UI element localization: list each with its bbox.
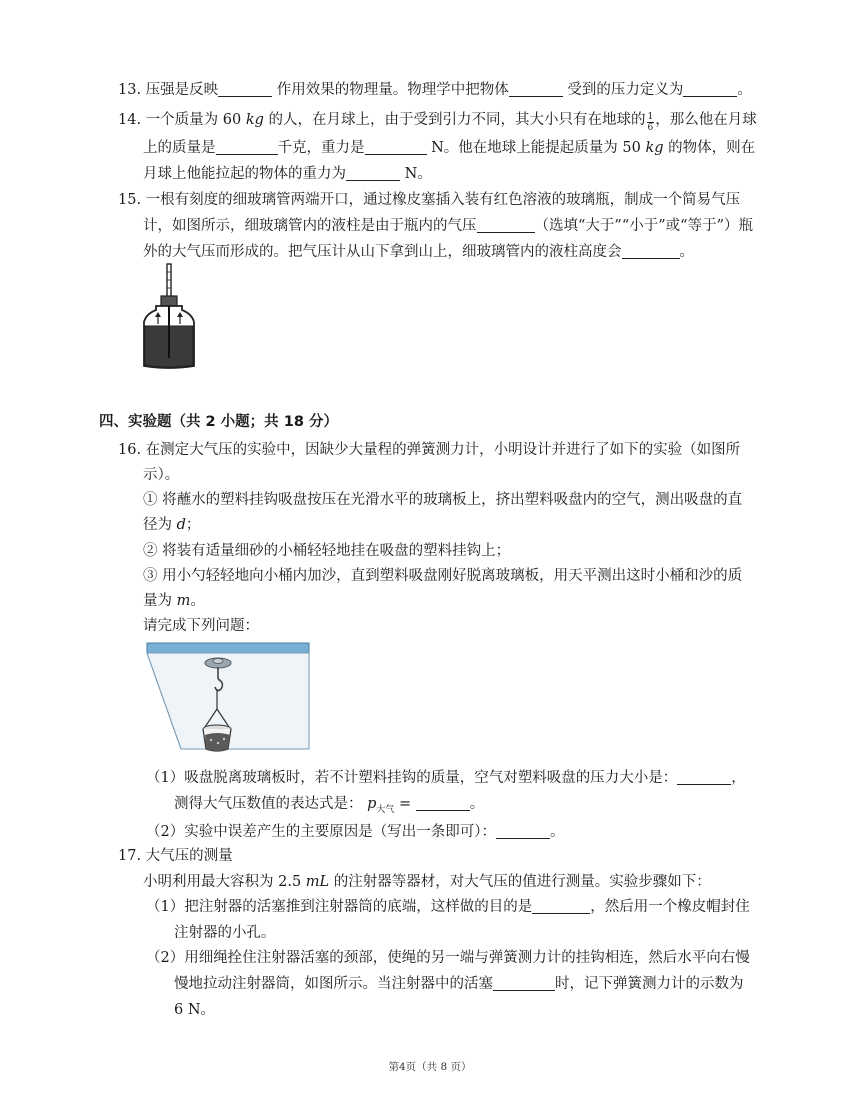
question-text: 小明利用最大容积为 2.5 (143, 874, 302, 890)
q17-part-2-line-1: （2）用细绳拴住注射器活塞的颈部，使绳的另一端与弹簧测力计的挂钩相连，然后水平向右慢 (146, 950, 750, 966)
question-number: 14. (118, 112, 142, 128)
q17-part-1-line-1 (146, 897, 750, 917)
question-text: ，那么他在月球 (655, 112, 757, 128)
barometer-figure (140, 262, 198, 370)
step-3-line-2 (143, 591, 205, 611)
subscript: 大气 (376, 804, 395, 815)
question-text: 受到的压力定义为 (567, 82, 684, 98)
answer-blank[interactable] (493, 976, 555, 991)
page-footer: 第4页（共 8 页） (388, 1061, 472, 1073)
question-text: （2）实验中误差产生的主要原因是（写出一条即可）： (146, 824, 496, 840)
answer-blank[interactable] (216, 140, 278, 155)
question-14-line-3 (143, 164, 432, 184)
question-text: 时，记下弹簧测力计的示数为 (555, 976, 744, 992)
punctuation: 。 (549, 824, 565, 840)
suction-cup-figure (145, 641, 311, 757)
punctuation: ， (731, 770, 746, 786)
instruction-text: 请完成下列问题： (143, 618, 259, 634)
question-text: N。 (404, 166, 432, 182)
question-15-line-1 (118, 190, 740, 210)
question-text: 的人，在月球上，由于受到引力不同，其大小只有在地球的 (268, 112, 646, 128)
answer-blank[interactable] (509, 82, 563, 97)
question-15-line-2 (143, 216, 753, 236)
question-text: 大气压的测量 (145, 848, 233, 864)
step-1-line-1: ① 将蘸水的塑料挂钩吸盘按压在光滑水平的玻璃板上，挤出塑料吸盘内的空气，测出吸盘的直 (143, 492, 743, 508)
question-16-line-1 (118, 440, 740, 460)
punctuation: 。 (737, 82, 752, 98)
punctuation: 。 (190, 593, 205, 609)
question-14-line-2 (143, 138, 755, 158)
section-heading: 四、实验题（共 2 小题；共 18 分） (99, 414, 338, 430)
question-17-title (118, 846, 233, 866)
question-15-line-3 (143, 242, 694, 262)
variable-m: m (176, 593, 191, 609)
equals-sign: = (399, 796, 412, 812)
question-text: 慢地拉动注射器筒，如图所示。当注射器中的活塞 (174, 976, 493, 992)
question-text: 一根有刻度的细玻璃管两端开口，通过橡皮塞插入装有红色溶液的玻璃瓶，制成一个简易气压 (145, 192, 741, 208)
question-text: 外的大气压而形成的。把气压计从山下拿到山上，细玻璃管内的液柱高度会 (143, 244, 622, 260)
question-text: 的物体，则在 (668, 140, 756, 156)
answer-blank[interactable] (477, 218, 535, 233)
question-number: 13. (118, 82, 142, 98)
question-text: 计，如图所示，细玻璃管内的液柱是由于瓶内的气压 (143, 218, 477, 234)
q16-part-2 (146, 822, 564, 842)
answer-blank[interactable] (532, 899, 590, 914)
question-text: 量为 (143, 593, 172, 609)
answer-blank[interactable] (677, 770, 731, 785)
question-text: 在测定大气压的实验中，因缺少大量程的弹簧测力计，小明设计并进行了如下的实验（如图所 (145, 442, 741, 458)
question-13 (118, 80, 752, 100)
step-3-line-1: ③ 用小勺轻轻地向小桶内加沙，直到塑料吸盘刚好脱离玻璃板，用天平测出这时小桶和沙的质 (143, 568, 743, 584)
question-text: ，然后用一个橡皮帽封住 (590, 899, 750, 915)
punctuation: ； (185, 517, 201, 533)
question-text: （1）吸盘脱离玻璃板时，若不计塑料挂钩的质量，空气对塑料吸盘的压力大小是： (146, 770, 678, 786)
answer-blank[interactable] (622, 244, 680, 259)
answer-blank[interactable] (416, 796, 470, 811)
question-16-line-2: 示）。 (143, 467, 180, 483)
question-text: 。 (679, 244, 694, 260)
rubber-stopper (161, 296, 177, 306)
variable-p: p (367, 796, 377, 812)
variable-d: d (176, 517, 186, 533)
unit-ml: mL (305, 874, 330, 890)
question-text: （1）把注射器的活塞推到注射器筒的底端，这样做的目的是 (146, 899, 533, 915)
question-text: 一个质量为 60 (145, 112, 242, 128)
q17-part-2-line-3: 6 N。 (174, 1002, 216, 1018)
question-17-intro (143, 872, 711, 892)
fraction-numerator: 1 (647, 112, 654, 122)
unit-kg: kg (645, 140, 664, 156)
punctuation: 。 (469, 796, 485, 812)
answer-blank[interactable] (365, 140, 427, 155)
question-text: 压强是反映 (145, 82, 219, 98)
question-text: 月球上他能拉起的物体的重力为 (143, 166, 346, 182)
q16-part-1-line-2 (174, 794, 484, 820)
fraction-one-sixth (647, 112, 655, 133)
answer-blank[interactable] (496, 824, 550, 839)
q16-part-1-line-1 (146, 768, 746, 788)
question-number: 15. (118, 192, 142, 208)
answer-blank[interactable] (683, 82, 737, 97)
question-text: 上的质量是 (143, 140, 216, 156)
step-1-line-2 (143, 515, 200, 535)
answer-blank[interactable] (346, 166, 400, 181)
answer-blank[interactable] (218, 82, 272, 97)
question-text: 作用效果的物理量。物理学中把物体 (276, 82, 509, 98)
glass-plate-edge (147, 643, 309, 653)
step-2: ② 将装有适量细砂的小桶轻轻地挂在吸盘的塑料挂钩上； (143, 543, 511, 559)
question-text: N。他在地球上能提起质量为 50 (431, 140, 641, 156)
unit-kg: kg (245, 112, 264, 128)
question-text: 的注射器等器材，对大气压的值进行测量。实验步骤如下： (333, 874, 711, 890)
question-text: 千克，重力是 (277, 140, 365, 156)
fraction-denominator: 6 (647, 123, 654, 133)
question-text: 径为 (143, 517, 172, 533)
question-text: 测得大气压数值的表达式是： (174, 796, 363, 812)
question-14-line-1 (118, 110, 757, 133)
q17-part-1-line-2: 注射器的小孔。 (174, 925, 276, 941)
q17-part-2-line-2 (174, 974, 744, 994)
question-number: 16. (118, 442, 142, 458)
question-number: 17. (118, 848, 142, 864)
question-text: （选填“大于”“小于”或“等于”）瓶 (534, 218, 753, 234)
